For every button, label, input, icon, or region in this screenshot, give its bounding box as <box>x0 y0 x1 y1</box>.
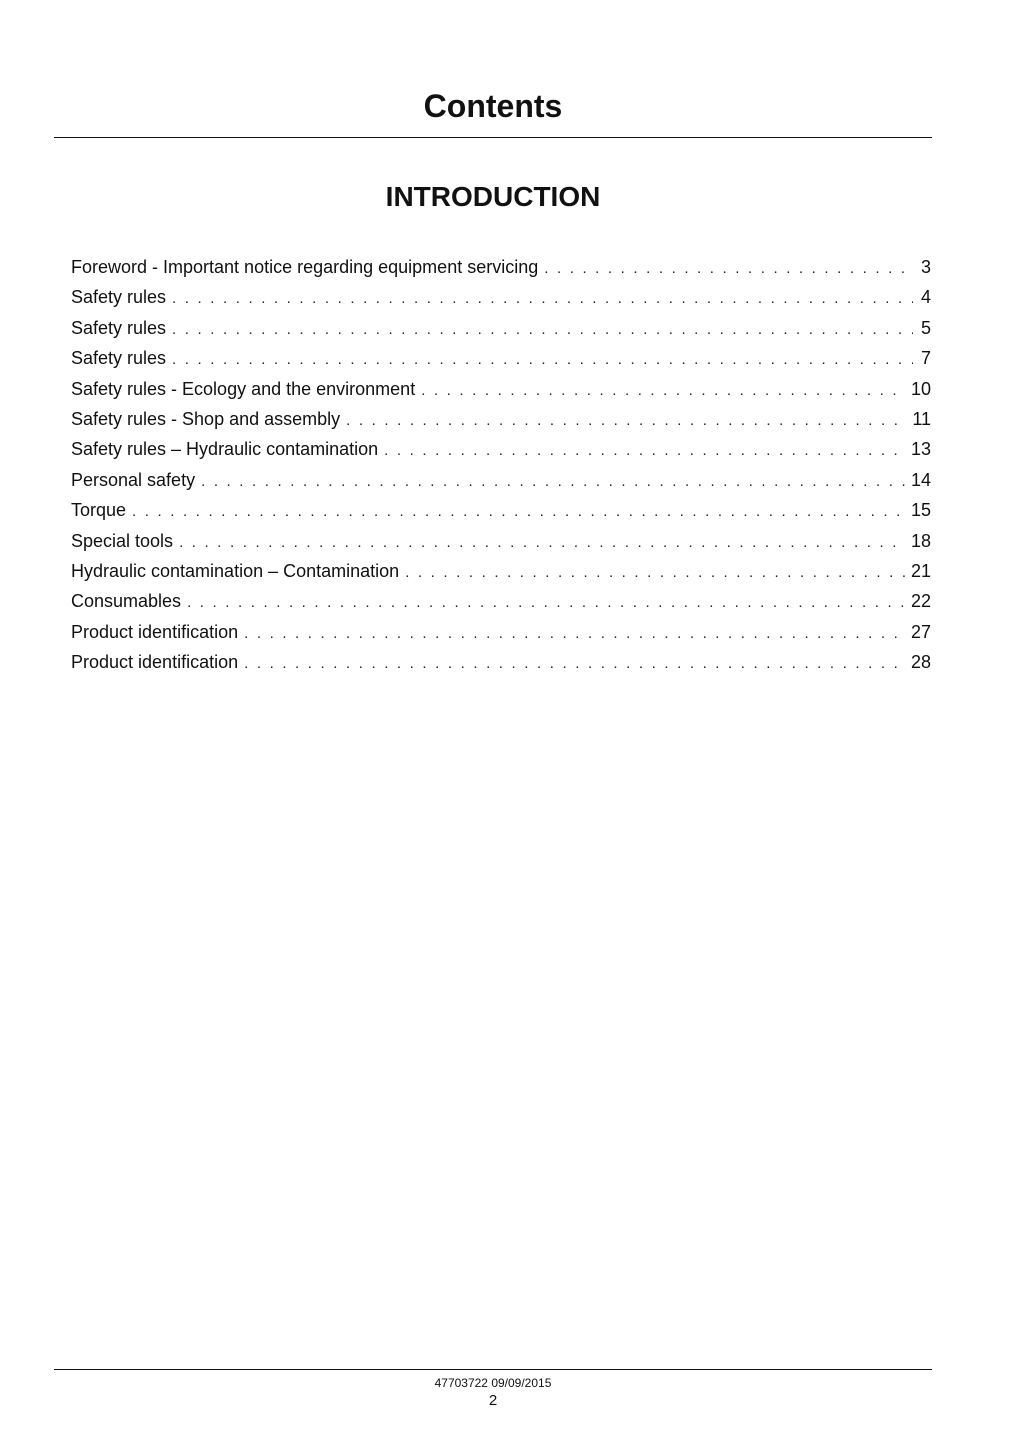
toc-entry-ecology[interactable] <box>71 374 931 404</box>
toc-entry-label: Special tools <box>71 530 174 551</box>
toc-dot-leader <box>384 436 905 466</box>
toc-entry-label: Product identification <box>71 621 239 642</box>
toc-dot-leader <box>544 254 913 284</box>
toc-dot-leader <box>172 345 913 375</box>
toc-entry-label: Safety rules <box>71 348 167 369</box>
toc-entry-page: 5 <box>920 317 931 338</box>
toc-dot-leader <box>172 315 913 345</box>
header-divider <box>54 137 932 138</box>
toc-entry-page: 4 <box>920 287 931 308</box>
toc-entry-label: Foreword - Important notice regarding equipment servicing <box>71 257 539 277</box>
toc-dot-leader <box>244 649 905 679</box>
footer-document-code: 47703722 09/09/2015 <box>434 1376 552 1390</box>
toc-entry-page: 14 <box>910 469 931 490</box>
toc-entry-consumables[interactable] <box>71 586 931 616</box>
toc-entry-label: Product identification <box>71 652 239 673</box>
toc-entry-page: 28 <box>910 652 931 673</box>
toc-dot-leader <box>201 467 905 497</box>
toc-entry-label: Safety rules - Shop and assembly <box>71 408 341 429</box>
toc-entry-label: Torque <box>71 500 127 521</box>
toc-entry-label: Safety rules – Hydraulic contamination <box>71 439 379 460</box>
toc-dot-leader <box>187 588 905 618</box>
section-title: INTRODUCTION <box>385 181 601 212</box>
toc-entry-shop-assembly[interactable] <box>71 404 931 434</box>
toc-entry-safety-rules[interactable] <box>71 313 931 343</box>
toc-entry-page: 11 <box>912 408 931 429</box>
toc-entry-page: 15 <box>910 500 931 521</box>
toc-entry-page: 13 <box>910 439 931 460</box>
toc-entry-foreword[interactable] <box>71 252 931 282</box>
toc-entry-special-tools[interactable] <box>71 526 931 556</box>
footer-divider <box>54 1369 932 1370</box>
table-of-contents <box>71 252 931 677</box>
toc-dot-leader <box>172 284 913 314</box>
toc-dot-leader <box>421 376 905 406</box>
toc-entry-safety-rules[interactable] <box>71 282 931 312</box>
toc-dot-leader <box>179 528 905 558</box>
toc-entry-page: 18 <box>910 530 931 551</box>
toc-entry-page: 10 <box>910 378 931 399</box>
toc-entry-product-identification[interactable] <box>71 617 931 647</box>
toc-entry-hydraulic-rules[interactable] <box>71 434 931 464</box>
toc-entry-hydraulic-contamination[interactable] <box>71 556 931 586</box>
page-title: Contents <box>423 88 563 124</box>
toc-dot-leader <box>405 558 905 588</box>
toc-dot-leader <box>132 497 905 527</box>
toc-entry-page: 22 <box>910 591 931 612</box>
toc-entry-label: Hydraulic contamination – Contamination <box>71 560 400 581</box>
toc-entry-page: 7 <box>920 348 931 369</box>
toc-entry-label: Personal safety <box>71 469 196 490</box>
toc-entry-page: 3 <box>920 257 931 277</box>
toc-entry-label: Consumables <box>71 591 182 612</box>
toc-entry-label: Safety rules <box>71 317 167 338</box>
toc-entry-safety-rules[interactable] <box>71 343 931 373</box>
toc-entry-page: 21 <box>910 560 931 581</box>
footer-page-number: 2 <box>488 1392 498 1409</box>
toc-entry-label: Safety rules - Ecology and the environment <box>71 378 416 399</box>
toc-entry-page: 27 <box>910 621 931 642</box>
toc-dot-leader <box>244 619 905 649</box>
toc-entry-personal-safety[interactable] <box>71 465 931 495</box>
toc-dot-leader <box>346 406 906 436</box>
toc-entry-label: Safety rules <box>71 287 167 308</box>
toc-entry-torque[interactable] <box>71 495 931 525</box>
toc-entry-product-identification[interactable] <box>71 647 931 677</box>
